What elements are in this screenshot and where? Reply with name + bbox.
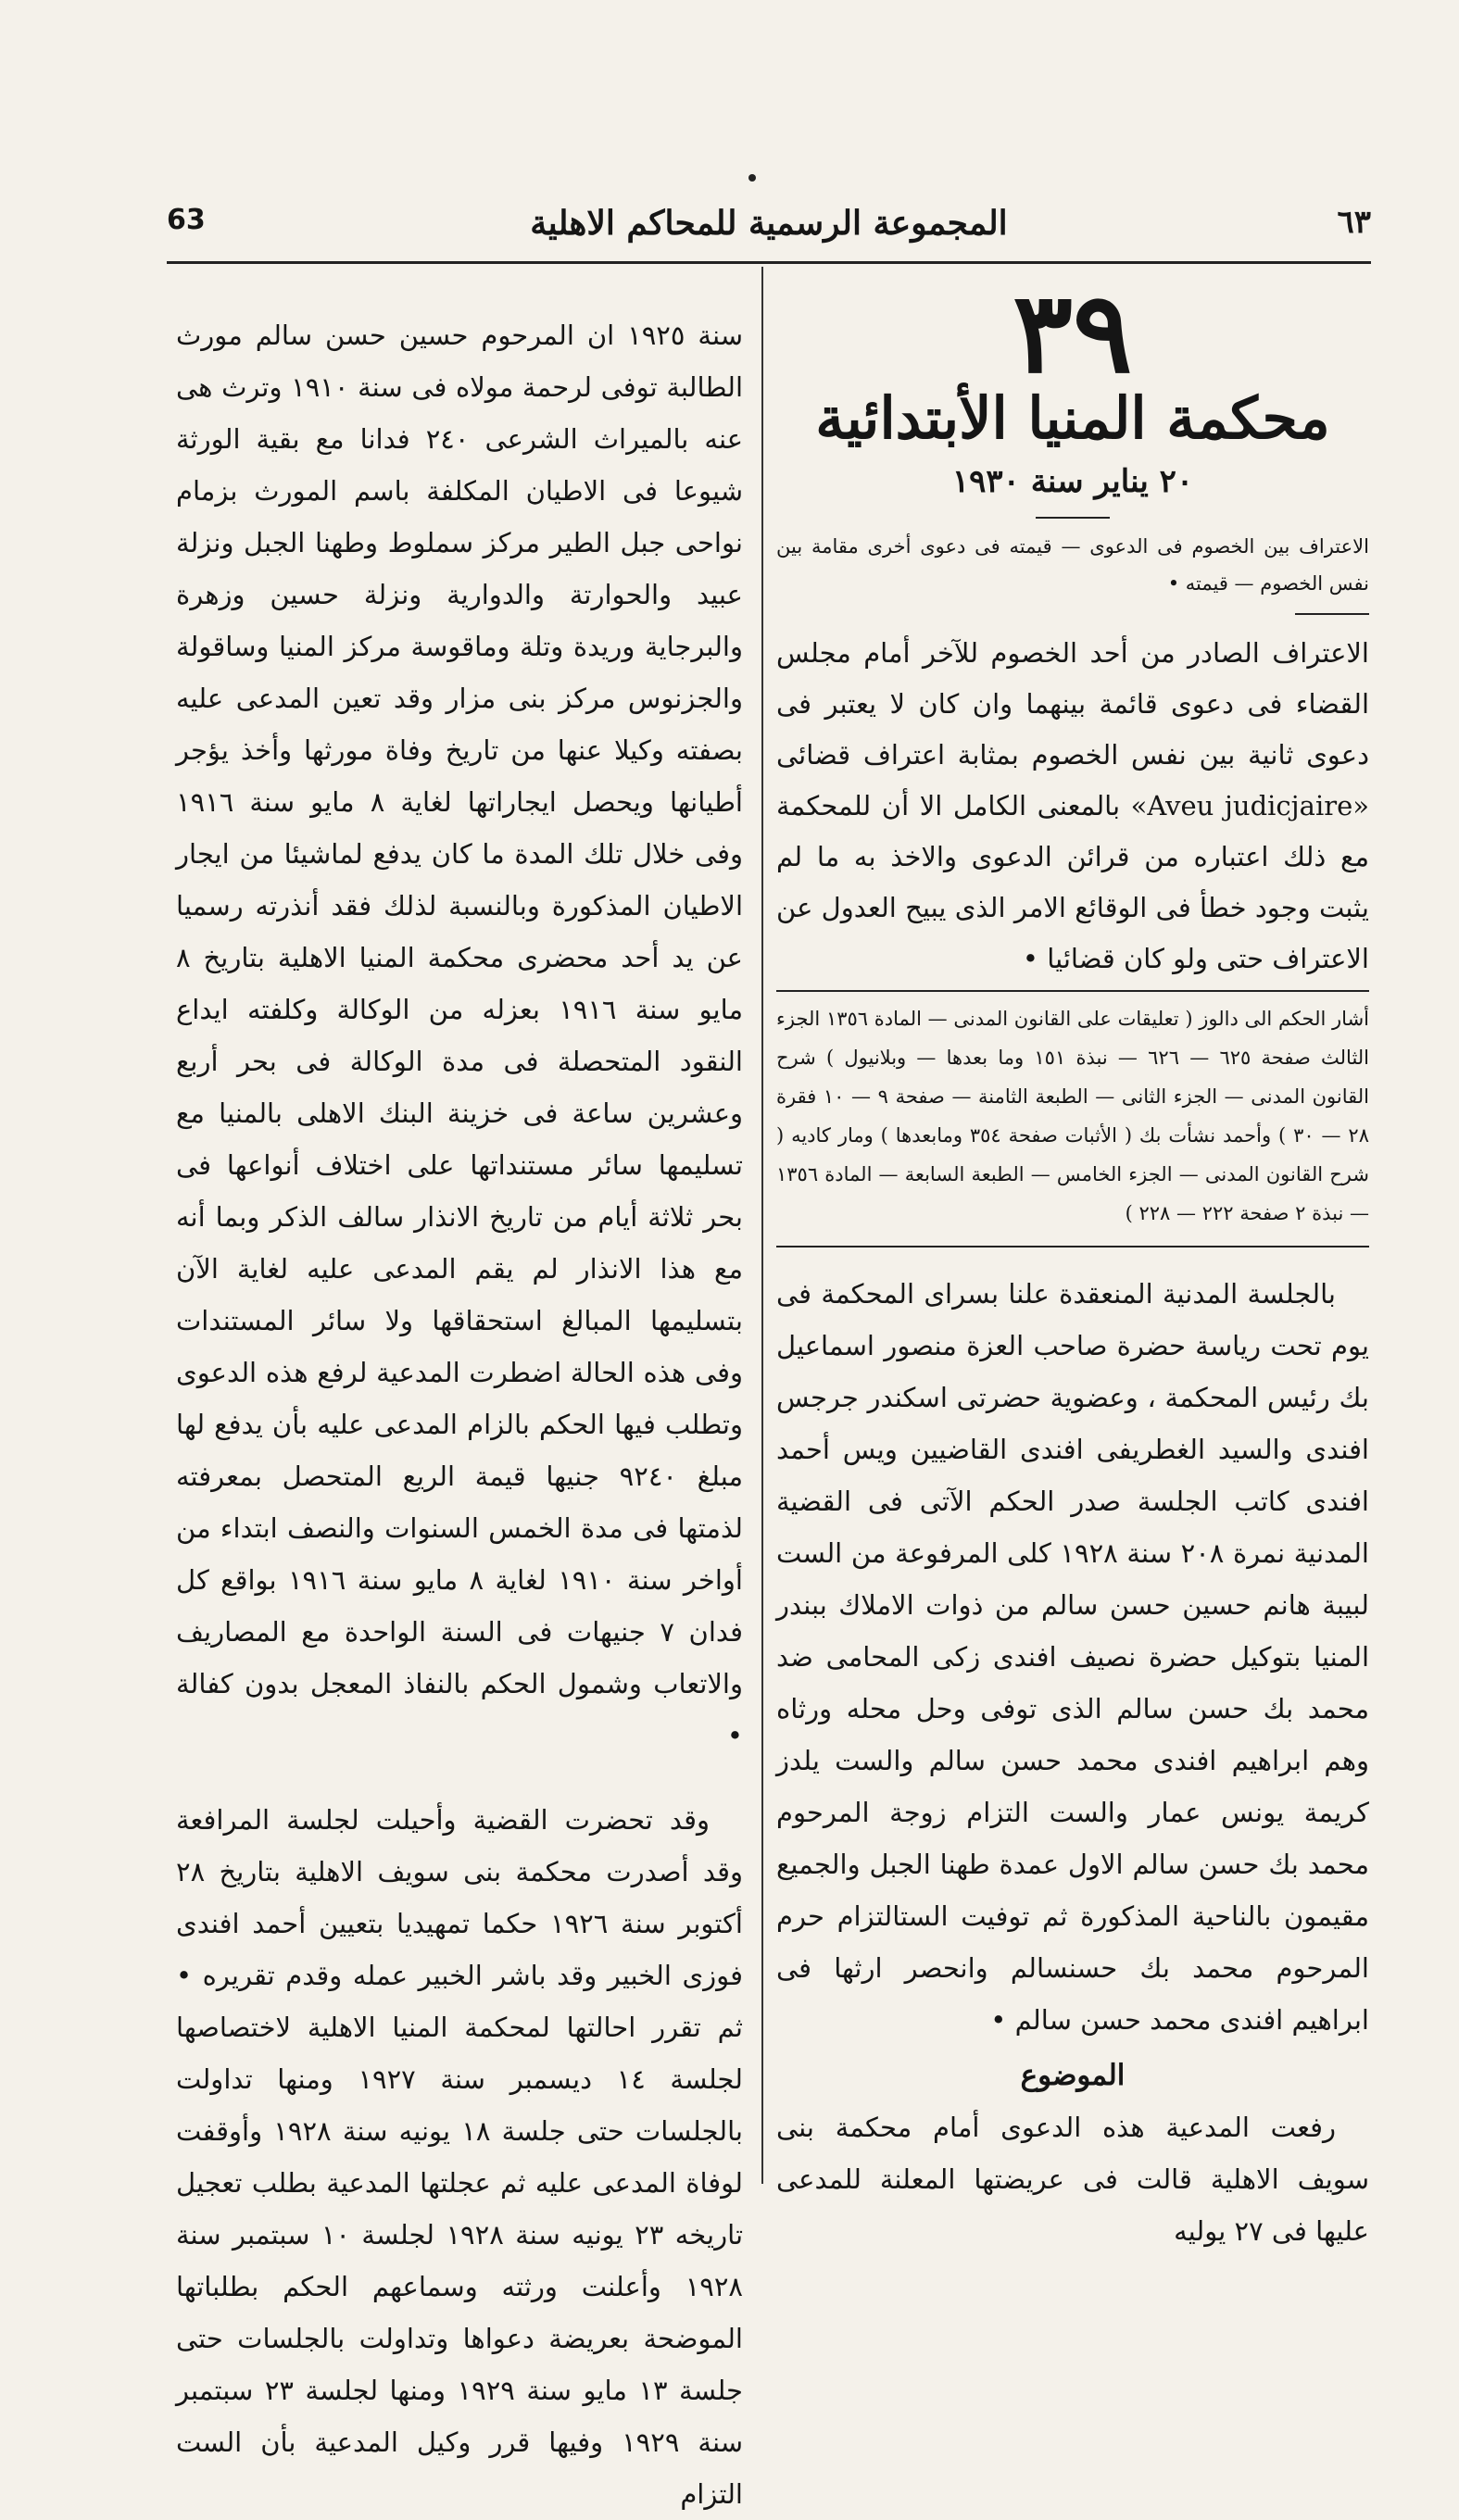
headnote-rule bbox=[1295, 613, 1369, 615]
date-rule bbox=[1036, 517, 1110, 519]
top-dot-mark bbox=[748, 174, 756, 182]
page-header bbox=[167, 204, 1371, 259]
syllabus-text-b: بالمعنى الكامل الا أن للمحكمة مع ذلك اعتباره من قرائن الدعوى والاخذ به ما لم يثبت وجود خطأ فى الوقائع الامر الذى يبيح العدول عن الاعتراف حتى ولو كان قضائيا • bbox=[776, 790, 1369, 974]
syllabus bbox=[776, 628, 1369, 984]
left-paragraph-2: وقد تحضرت القضية وأحيلت لجلسة المرافعة وقد أصدرت محكمة بنى سويف الاهلية بتاريخ ٢٨ أكتوبر سنة ١٩٢٦ حكما تمهيديا بتعيين أحمد افندى فوزى الخبير وقد باشر الخبير عمله وقدم تقريره • ثم تقرر احالتها لمحكمة المنيا الاهلية لاختصاصها لجلسة ١٤ ديسمبر سنة ١٩٢٧ ومنها تداولت بالجلسات حتى جلسة ١٨ يونيه سنة ١٩٢٨ وأوقفت لوفاة المدعى عليه ثم عجلتها المدعية بطلب تعجيل تاريخه ٢٣ يونيه سنة ١٩٢٨ لجلسة ١٠ سبتمبر سنة ١٩٢٨ وأعلنت ورثته وسماعهم الحكم بطلباتها الموضحة بعريضة دعواها وتداولت بالجلسات حتى جلسة ١٣ مايو سنة ١٩٢٩ ومنها لجلسة ٢٣ سبتمبر سنة ١٩٢٩ وفيها قرر وكيل المدعية بأن الست التزام bbox=[176, 1804, 744, 2510]
header-rule bbox=[167, 261, 1371, 264]
body-rule bbox=[776, 1246, 1369, 1247]
right-column bbox=[776, 268, 1370, 2257]
left-paragraph-1: سنة ١٩٢٥ ان المرحوم حسين حسن سالم مورث الطالبة توفى لرحمة مولاه فى سنة ١٩١٠ وترث هى عنه بالميراث الشرعى ٢٤٠ فدانا مع بقية الورثة شيوعا فى الاطيان المكلفة باسم المورث بزمام نواحى جبل الطير مركز سملوط وطهنا الجبل ونزلة عبيد والحوارتة والدوارية ونزلة حسين وزهرة والبرجاية وريدة وتلة وماقوسة مركز المنيا وساقولة والجزنوس مركز بنى مزار وقد تعين المدعى عليه بصفته وكيلا عنها من تاريخ وفاة مورثها وأخذ يؤجر أطيانها ويحصل ايجاراتها لغاية ٨ مايو سنة ١٩١٦ وفى خلال تلك المدة ما كان يدفع لماشيئا من ايجار الاطيان المذكورة وبالنسبة لذلك فقد أنذرته رسميا عن يد أحد محضرى محكمة المنيا الاهلية بتاريخ ٨ مايو سنة ١٩١٦ بعزله من الوكالة وكلفته ايداع النقود المتحصلة فى مدة الوكالة فى بحر أربع وعشرين ساعة فى خزينة البنك الاهلى بالمنيا مع تسليمها سائر مستنداتها على اختلاف أنواعها فى بحر ثلاثة أيام من تاريخ الانذار سالف الذكر وبما أنه مع هذا الانذار لم يقم المدعى عليه لغاية الآن بتسليمها المبالغ استحقاقها ولا سائر المستندات وفى هذه الحالة اضطرت المدعية لرفع هذه الدعوى وتطلب فيها الحكم بالزام المدعى عليه بأن يدفع لها مبلغ ٩٢٤٠ جنيها قيمة الريع المتحصل بمعرفته لذمتها فى مدة الخمس السنوات والنصف ابتداء من أواخر سنة ١٩١٠ لغاية ٨ مايو سنة ١٩١٦ بواقع كل فدان ٧ جنيهات فى السنة الواحدة مع المصاريف والاتعاب وشمول الحكم بالنفاذ المعجل بدون كفالة • bbox=[176, 320, 744, 1751]
running-title: المجموعة الرسمية للمحاكم الاهلية bbox=[530, 204, 1008, 243]
left-column bbox=[176, 282, 743, 2520]
references-rule bbox=[776, 990, 1369, 992]
references-note: أشار الحكم الى دالوز ( تعليقات على القانون المدنى — المادة ١٣٥٦ الجزء الثالث صفحة ٦٢٥ — ٦٢٦ — نبذة ١٥١ وما بعدها — وبلانيول ) شرح القانون المدنى — الجزء الثانى — الطبعة الثامنة — صفحة ٩ — ١٠ فقرة ٢٨ — ٣٠ ) وأحمد نشأت بك ( الأثبات صفحة ٣٥٤ ومابعدها ) ومار كاديه ( شرح القانون المدنى — الجزء الخامس — الطبعة السابعة — المادة ١٣٥٦ — نبذة ٢ صفحة ٢٢٢ — ٢٢٨ ) bbox=[776, 1008, 1370, 1224]
syllabus-text-a: الاعتراف الصادر من أحد الخصوم للآخر أمام مجلس القضاء فى دعوى قائمة بينهما وان كان لا يعتبر فى دعوى ثانية بين نفس الخصوم بمثابة اعتراف قضائى bbox=[776, 637, 1370, 771]
case-number: ٣٩ bbox=[1012, 268, 1133, 398]
page-number-latin: 63 bbox=[167, 204, 206, 236]
judgment-date: ٢٠ يناير سنة ١٩٣٠ bbox=[951, 463, 1194, 500]
subject-heading: الموضوع bbox=[1020, 2059, 1126, 2092]
subject-body: رفعت المدعية هذه الدعوى أمام محكمة بنى سويف الاهلية قالت فى عريضتها المعلنة للمدعى عليها فى ٢٧ يوليه bbox=[776, 2112, 1369, 2247]
syllabus-latin-term: «Aveu judicjaire» bbox=[1130, 790, 1369, 821]
headnote: الاعتراف بين الخصوم فى الدعوى — قيمته فى دعوى أخرى مقامة بين نفس الخصوم — قيمته • bbox=[776, 535, 1369, 595]
court-name: محكمة المنيا الأبتدائية bbox=[815, 384, 1330, 452]
page-number-arabic: ٦٣ bbox=[1337, 204, 1371, 241]
judgment-body: بالجلسة المدنية المنعقدة علنا بسراى المحكمة فى يوم تحت رياسة حضرة صاحب العزة منصور اسماعيل بك رئيس المحكمة ، وعضوية حضرتى اسكندر جرجس افندى والسيد الغطريفى افندى القاضيين ويس أحمد افندى كاتب الجلسة صدر الحكم الآتى فى القضية المدنية نمرة ٢٠٨ سنة ١٩٢٨ كلى المرفوعة من الست لبيبة هانم حسين حسن سالم من ذوات الاملاك ببندر المنيا بتوكيل حضرة نصيف افندى زكى المحامى ضد محمد بك حسن سالم الذى توفى وحل محله ورثاه وهم ابراهيم افندى محمد حسن سالم والست يلدز كريمة يونس عمار والست التزام زوجة المرحوم محمد بك حسن سالم الاول عمدة طهنا الجبل والجميع مقيمون بالناحية المذكورة ثم توفيت الستالتزام حرم المرحوم محمد بك حسنسالم وانحصر ارثها فى ابراهيم افندى محمد حسن سالم • bbox=[776, 1278, 1369, 2036]
column-divider bbox=[761, 267, 763, 2184]
